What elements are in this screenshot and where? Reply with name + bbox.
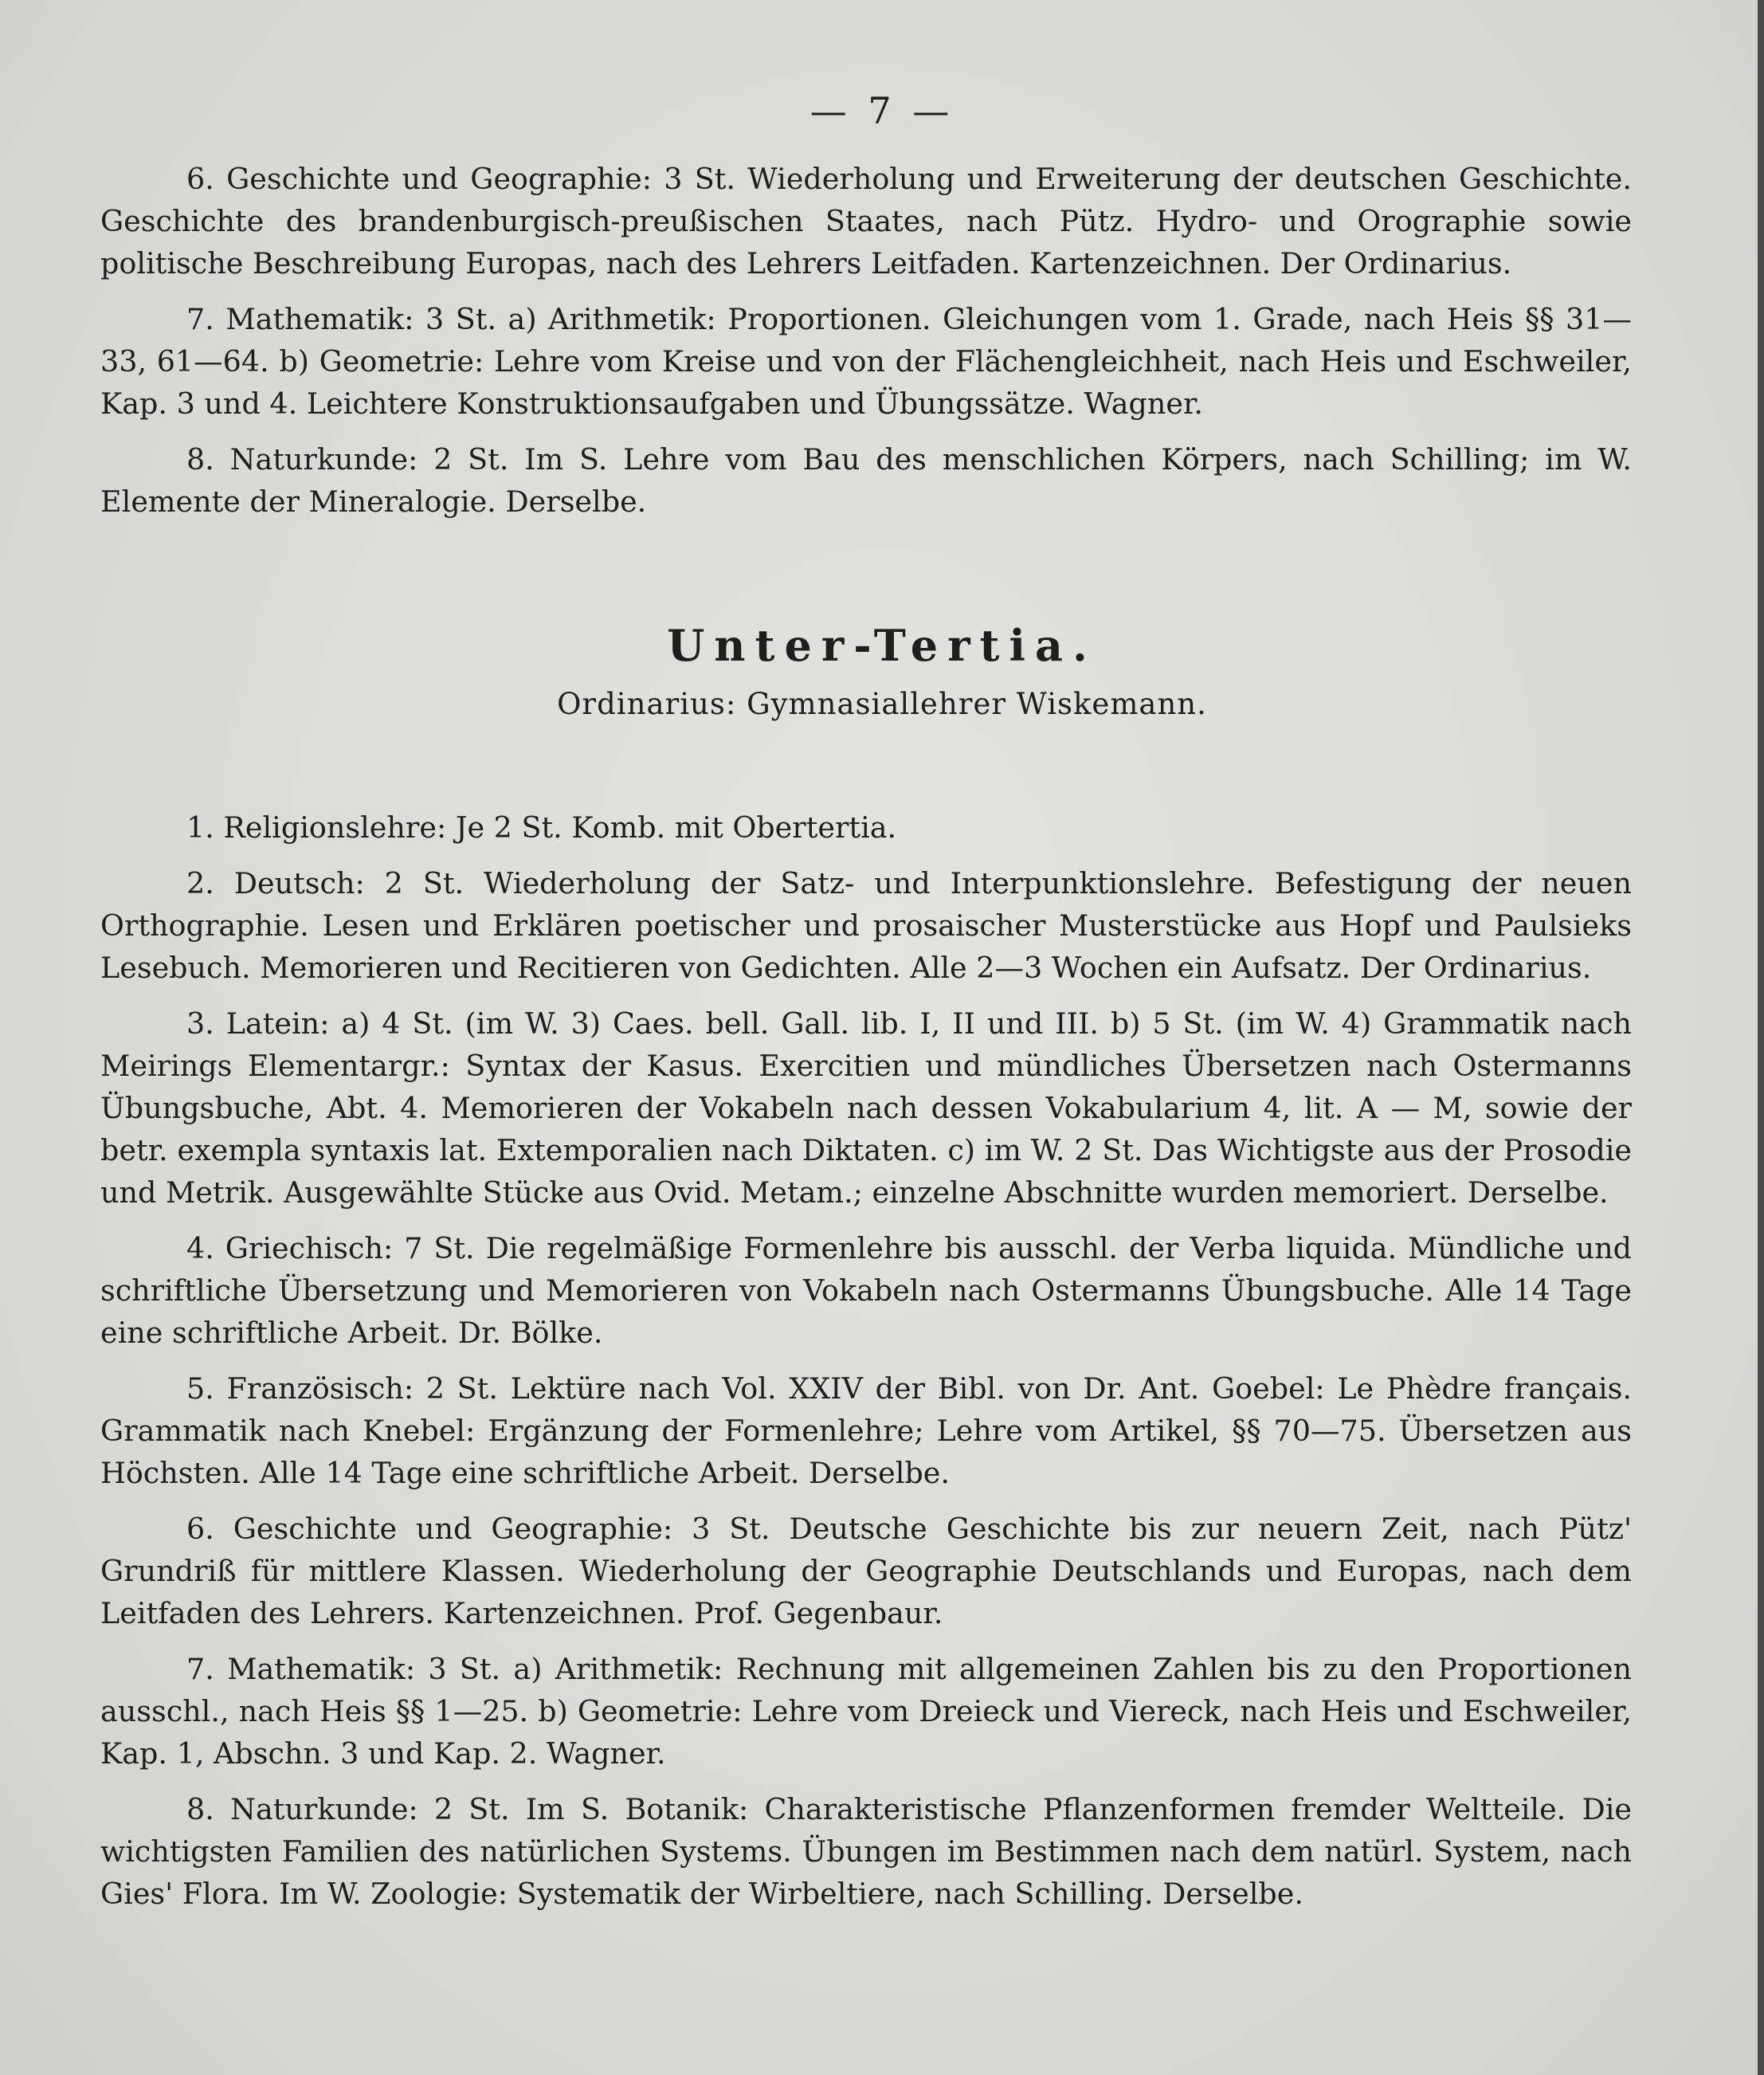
- paragraph-history-geography: 6. Geschichte und Geographie: 3 St. Deutsche Geschichte bis zur neuern Zeit, nach Pütz' Grundriß für mittlere Klassen. Wiederholung der Geographie Deutschlands und Europas, nach dem Leitfaden des Lehrers. Kartenzeichnen. Prof. Gegenbaur.: [100, 1512, 1632, 1630]
- paragraph-mathematics: 7. Mathematik: 3 St. a) Arithmetik: Proportionen. Gleichungen vom 1. Grade, nach Heis §§ 31—33, 61—64. b) Geometrie: Lehre vom Kreise und von der Flächengleichheit, nach Heis und Eschweiler, Kap. 3 und 4. Leichtere Konstruktionsaufgaben und Übungssätze. Wagner.: [100, 302, 1632, 421]
- paragraph-french: 5. Französisch: 2 St. Lektüre nach Vol. XXIV der Bibl. von Dr. Ant. Goebel: Le Phèdre français. Grammatik nach Knebel: Ergänzung der Formenlehre; Lehre vom Artikel, §§ 70—75. Übersetzen aus Höchsten. Alle 14 Tage eine schriftliche Arbeit. Derselbe.: [100, 1371, 1632, 1490]
- paragraph-natural-science: 8. Naturkunde: 2 St. Im S. Lehre vom Bau des menschlichen Körpers, nach Schilling; im W. Elemente der Mineralogie. Derselbe.: [100, 442, 1632, 519]
- paragraph-natural-science: 8. Naturkunde: 2 St. Im S. Botanik: Charakteristische Pflanzenformen fremder Weltteile. Die wichtigsten Familien des natürlichen Systems. Übungen im Bestimmen nach dem natürl. System, nach Gies' Flora. Im W. Zoologie: Systematik der Wirbeltiere, nach Schilling. Derselbe.: [100, 1792, 1632, 1911]
- paragraph-religion: 1. Religionslehre: Je 2 St. Komb. mit Obertertia.: [186, 810, 897, 845]
- paragraph-latin: 3. Latein: a) 4 St. (im W. 3) Caes. bell. Gall. lib. I, II und III. b) 5 St. (im W. 4) Grammatik nach Meirings Elementargr.: Syntax der Kasus. Exercitien und mündliches Übersetzen nach Ostermanns Übungsbuche, Abt. 4. Memorieren der Vokabeln nach dessen Vokabularium 4, lit. A — M, sowie der betr. exempla syntaxis lat. Extemporalien nach Diktaten. c) im W. 2 St. Das Wichtigste aus der Prosodie und Metrik. Ausgewählte Stücke aus Ovid. Metam.; einzelne Abschnitte wurden memoriert. Derselbe.: [100, 1006, 1632, 1210]
- paragraph-greek: 4. Griechisch: 7 St. Die regelmäßige Formenlehre bis ausschl. der Verba liquida. Mündliche und schriftliche Übersetzung und Memorieren von Vokabeln nach Ostermanns Übungsbuche. Alle 14 Tage eine schriftliche Arbeit. Dr. Bölke.: [100, 1231, 1632, 1350]
- paragraph-german: 2. Deutsch: 2 St. Wiederholung der Satz- und Interpunktionslehre. Befestigung der neuen Orthographie. Lesen und Erklären poetischer und prosaischer Musterstücke aus Hopf und Paulsieks Lesebuch. Memorieren und Recitieren von Gedichten. Alle 2—3 Wochen ein Aufsatz. Der Ordinarius.: [100, 866, 1632, 985]
- top-text-block: [100, 158, 1632, 523]
- section-subheading: Ordinarius: Gymnasiallehrer Wiskemann.: [557, 687, 1207, 721]
- paragraph-mathematics: 7. Mathematik: 3 St. a) Arithmetik: Rechnung mit allgemeinen Zahlen bis zu den Proportionen ausschl., nach Heis §§ 1—25. b) Geometrie: Lehre vom Dreieck und Viereck, nach Heis und Eschweiler, Kap. 1, Abschn. 3 und Kap. 2. Wagner.: [100, 1652, 1632, 1771]
- section-heading: Unter-Tertia.: [667, 620, 1097, 671]
- page-number: — 7 —: [809, 89, 955, 132]
- paragraph-history-geography: 6. Geschichte und Geographie: 3 St. Wiederholung und Erweiterung der deutschen Geschichte. Geschichte des brandenburgisch-preußischen Staates, nach Pütz. Hydro- und Orographie sowie politische Beschreibung Europas, nach des Lehrers Leitfaden. Kartenzeichnen. Der Ordinarius.: [100, 162, 1632, 280]
- page-edge-shadow: [1758, 0, 1764, 2075]
- section-text-block: [100, 806, 1632, 1915]
